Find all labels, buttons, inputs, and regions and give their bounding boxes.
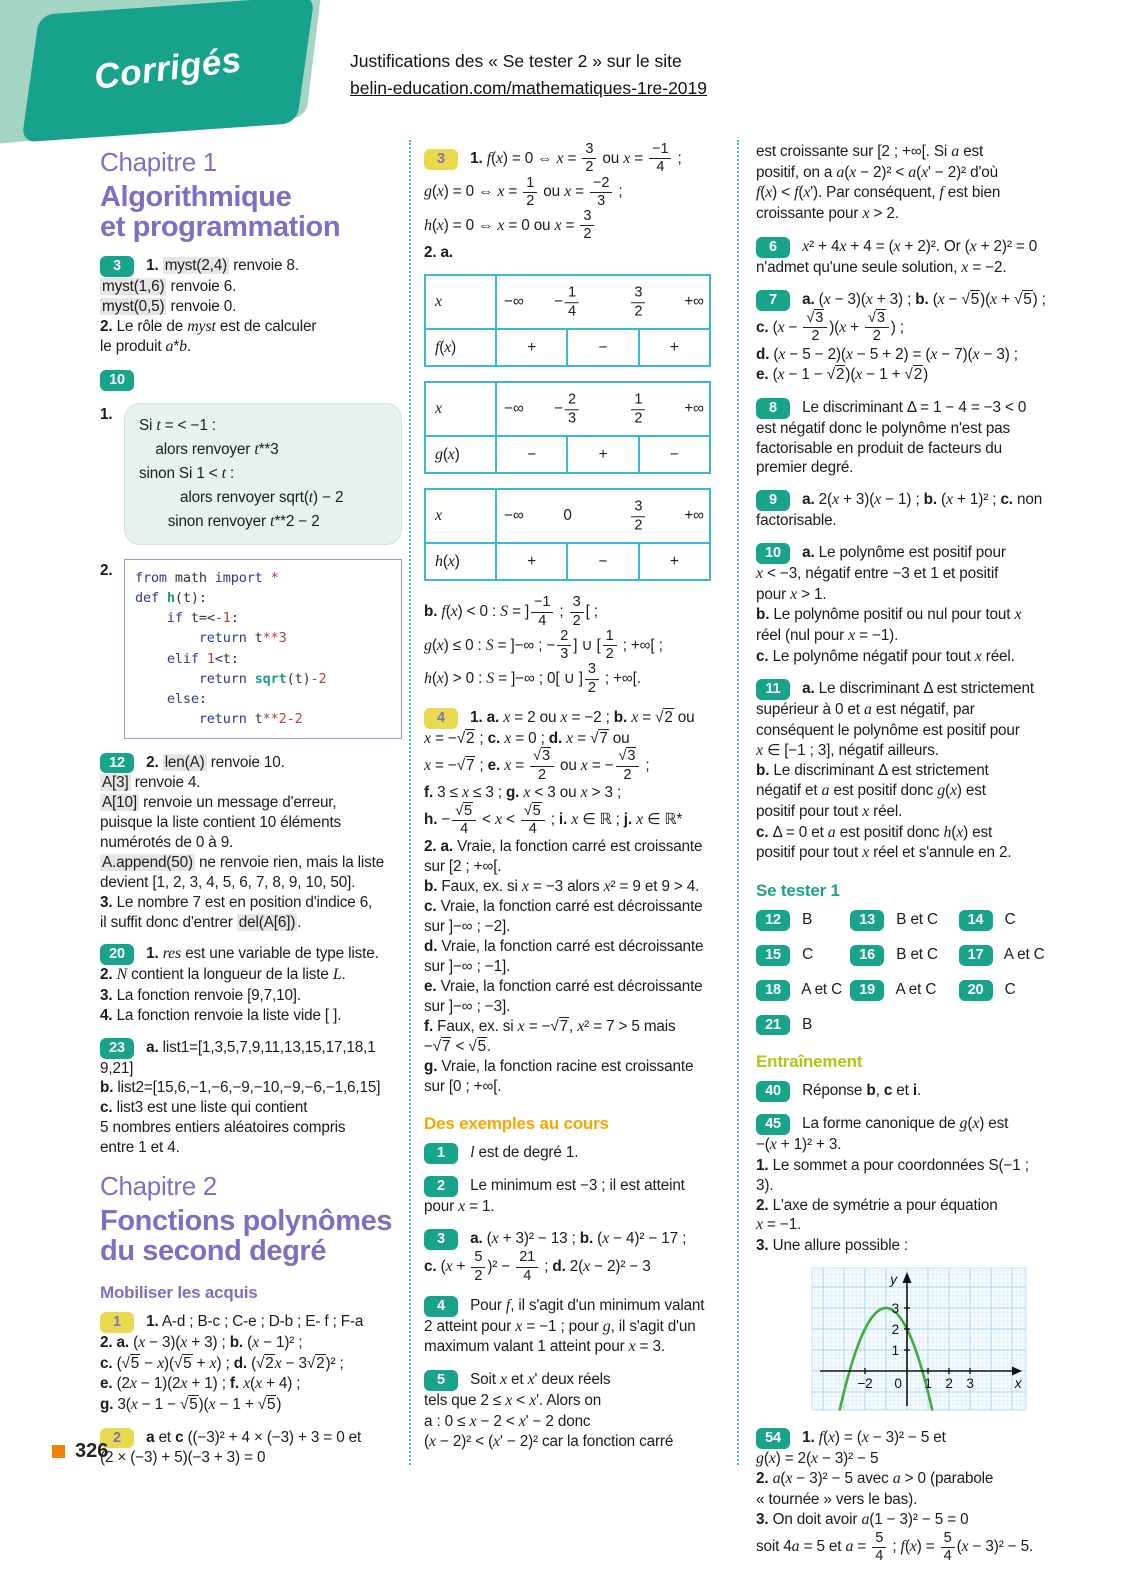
exercise-45-text: La forme canonique de g(x) est −(x + 1)² + 3. 1. Le sommet a pour coordonnées S(−1 ; 3). 2. L'axe de symétrie a pour équation x = −1. 3. Une allure possible : — [756, 1115, 1029, 1255]
exercise-badge: 40 — [756, 1081, 790, 1102]
exercise-badge: 7 — [756, 290, 790, 311]
exercise-2-mobiliser-text: a et c ((−3)² + 4 × (−3) + 3 = 0 et (2 × (−3) + 5)(−3 + 3) = 0 — [100, 1428, 362, 1467]
boundary-value: +∞ — [684, 293, 704, 311]
example-5-text: Soit x et x' deux réels tels que 2 ≤ x < x'. Alors on a : 0 ≤ x − 2 < x' − 2 donc (x − 2)² < (x' − 2)² car la fonction carré — [424, 1371, 674, 1451]
answer-item — [959, 945, 1048, 966]
exercise-badge: 6 — [756, 237, 790, 258]
exercise-23-ch1-text: a. list1=[1,3,5,7,9,11,13,15,17,18,1 9,21] b. list2=[15,6,−1,−6,−9,−10,−9,−6,−1,6,15] c. list3 est une liste qui contient 5 nombres entiers aléatoires compris entre 1 et 4. — [100, 1038, 381, 1157]
table-boundary-values — [497, 276, 709, 328]
example-5-continued: est croissante sur [2 ; +∞[. Si a est positif, on a a(x − 2)² < a(x' − 2)² d'où f(x) < f(x'). Par conséquent, f est bien croissante pour x > 2. — [756, 143, 1001, 223]
se-tester-answers — [756, 910, 1048, 1035]
example-4-text: Pour f, il s'agit d'un minimum valant 2 atteint pour x = −1 ; pour g, il s'agit d'un maximum valant 1 atteint pour x = 3. — [424, 1296, 705, 1356]
exercise-badge: 3 — [424, 149, 458, 170]
example-11-text: a. Le discriminant Δ est strictement supérieur à 0 et a est négatif, par conséquent le polynôme est positif pour x ∈ [−1 ; 3], négatif ailleurs. b. Le discriminant Δ est strictement négatif et a est positif donc g(x) est positif pour tout x réel. c. Δ = 0 et a est positif donc h(x) est positif pour tout x réel et s'annule en 2. — [756, 680, 1034, 862]
sign-table-2 — [424, 381, 711, 474]
svg-text:1: 1 — [891, 1343, 899, 1358]
sign-cell: − — [669, 445, 679, 463]
answer-badge: 16 — [850, 945, 884, 966]
exercise-3-mobiliser-text: 1. f(x) = 0 ⇔ x = $\frac{3}{2}$ ou x = $\frac{-1}{4}$ ; g(x) = 0 ⇔ x = $\frac{1}{2}$ ou x = $\frac{-2}{3}$ ; h(x) = 0 ⇔ x = 0 ou x = $\frac{3}{2}$ 2. a. — [424, 141, 682, 261]
table-var-label: x — [426, 276, 497, 328]
exercise-4-mobiliser — [424, 708, 718, 1097]
exercise-1-mobiliser — [100, 1312, 402, 1416]
answer-item — [850, 910, 958, 931]
exercise-badge: 20 — [100, 944, 134, 965]
table-var-label: x — [426, 383, 497, 435]
exercise-badge: 1 — [424, 1143, 458, 1164]
example-11 — [756, 679, 1048, 864]
exercise-20-ch1 — [100, 944, 402, 1025]
sign-table-3 — [424, 488, 711, 581]
example-1 — [424, 1143, 718, 1164]
boundary-value: − $\frac{1}{4}$ — [554, 286, 581, 320]
example-7-text: a. (x − 3)(x + 3) ; b. (x − √5)(x + √5) ; c. (x − $\frac{√3}{2}$ )(x + $\frac{√3}{2}$ ) ; d. (x − 5 − 2)(x − 5 + 2) = (x − 7)(x − 3) ; e. (x − 1 − √2)(x − 1 + √2) — [756, 291, 1046, 384]
solution-sets: b. f(x) < 0 : S = ] $\frac{-1}{4}$ ; $\frac{3}{2}$ [ ; g(x) ≤ 0 : S = ]−∞ ; − $\frac{2}{3}$ ] ∪ [ $\frac{1}{2}$ ; +∞[ ; h(x) > 0 : S = ]−∞ ; 0[ ∪ ] $\frac{3}{2}$ ; +∞[. — [424, 594, 663, 696]
column-2 — [424, 142, 718, 1465]
exercise-badge: 3 — [100, 256, 134, 277]
answer-item — [850, 945, 958, 966]
algorithm-box-wrap — [100, 403, 402, 545]
exercise-badge: 23 — [100, 1038, 134, 1059]
example-5 — [424, 1370, 718, 1453]
page-marker-icon — [52, 1445, 65, 1458]
svg-text:y: y — [890, 1271, 897, 1287]
answer-label: A et C — [801, 980, 843, 998]
example-2 — [424, 1176, 718, 1218]
exercise-badge: 4 — [424, 1296, 458, 1317]
exercise-45 — [756, 1114, 1048, 1256]
sign-cell: + — [669, 552, 679, 570]
item-number: 1. — [100, 405, 113, 423]
table-fn-label: h ( x ) — [426, 544, 497, 579]
exercise-12-ch1 — [100, 753, 402, 933]
answer-badge: 13 — [850, 910, 884, 931]
sign-cell: + — [669, 338, 679, 356]
example-10-text: a. Le polynôme est positif pour x < −3, négatif entre −3 et 1 et positif pour x > 1. b. Le polynôme positif ou nul pour tout x réel (nul pour x = −1). c. Le polynôme négatif pour tout x réel. — [756, 544, 1022, 665]
answer-item — [959, 910, 1048, 931]
answer-label: C — [1004, 980, 1016, 998]
exercise-40 — [756, 1081, 1048, 1102]
sign-cell: + — [568, 437, 639, 472]
exercise-54 — [756, 1428, 1048, 1564]
exercise-12-ch1-text: 2. len(A) renvoie 10. A[3] renvoie 4. A[10] renvoie un message d'erreur, puisque la liste contient 10 éléments numérotés de 0 à 9. A.append(50) ne renvoie rien, mais la liste devient [1, 2, 3, 4, 5, 6, 7, 8, 9, 10, 50]. 3. Le nombre 7 est en position d'indice 6, il suffit donc d'entrer del(A[6]) . — [100, 753, 385, 931]
answer-label: A et C — [1003, 945, 1045, 963]
exercise-23-ch1 — [100, 1038, 402, 1158]
exercise-badge: 12 — [100, 753, 134, 774]
example-8-text: Le discriminant Δ = 1 − 4 = −3 < 0 est négatif donc le polynôme n'est pas factorisable en produit de facteurs du premier degré. — [756, 398, 1027, 477]
table-var-label: x — [426, 490, 497, 542]
svg-text:3: 3 — [966, 1376, 974, 1391]
table-boundary-values — [497, 383, 709, 435]
exercise-10-ch1 — [100, 370, 402, 391]
boundary-value: − $\frac{2}{3}$ — [554, 393, 581, 427]
exercise-badge: 1 — [100, 1312, 134, 1333]
sign-cell: − — [497, 437, 568, 472]
answer-badge: 12 — [756, 910, 790, 931]
header-note-line1: Justifications des « Se tester 2 » sur le site — [350, 51, 682, 71]
answer-item — [850, 980, 958, 1001]
algorithm-box: Si t = < −1 : alors renvoyer t**3 sinon Si 1 < t : alors renvoyer sqrt(t) − 2 sinon renvoyer t**2 − 2 — [124, 403, 402, 545]
boundary-value: +∞ — [684, 400, 704, 418]
example-9 — [756, 490, 1048, 531]
exercise-badge: 2 — [100, 1428, 134, 1449]
exercise-badge: 10 — [756, 543, 790, 564]
sign-tables — [424, 274, 718, 581]
answer-badge: 20 — [959, 980, 993, 1001]
page-number: 326 — [75, 1440, 109, 1462]
svg-text:2: 2 — [945, 1376, 953, 1391]
example-10 — [756, 543, 1048, 667]
column-1 — [100, 142, 402, 1480]
section-entrainement: Entraînement — [756, 1052, 863, 1072]
exercise-badge: 11 — [756, 679, 790, 700]
answer-badge: 19 — [850, 980, 884, 1001]
column-separator-2 — [737, 140, 739, 1465]
exercise-badge: 10 — [100, 370, 134, 391]
site-url-link[interactable]: belin-education.com/mathematiques-1re-2019 — [350, 78, 708, 99]
section-exemples: Des exemples au cours — [424, 1114, 609, 1134]
exercise-badge: 2 — [424, 1176, 458, 1197]
example-6-text: x² + 4x + 4 = (x + 2)². Or (x + 2)² = 0 n'admet qu'une seule solution, x = −2. — [756, 237, 1038, 276]
boundary-value: −∞ — [504, 507, 524, 525]
exercise-1-mobiliser-text: 1. A-d ; B-c ; C-e ; D-b ; E- f ; F-a 2. a. (x − 3)(x + 3) ; b. (x − 1)² ; c. (√5 − x)(√5 + x) ; d. (√2x − 3√2)² ; e. (2x − 1)(2x + 1) ; f. x(x + 4) ; g. 3(x − 1 − √5)(x − 1 + √5) — [100, 1313, 364, 1413]
answer-label: B et C — [896, 945, 938, 963]
sign-cell: + — [497, 330, 568, 365]
example-1-text: l est de degré 1. — [470, 1144, 579, 1162]
boundary-value: +∞ — [684, 507, 704, 525]
example-8 — [756, 398, 1048, 478]
section-se-tester-1: Se tester 1 — [756, 880, 840, 900]
example-3 — [424, 1229, 718, 1283]
exercise-3-ch1-text: 1. myst(2,4) renvoie 8. myst(1,6) renvoie 6. myst(0,5) renvoie 0. 2. Le rôle de myst est de calculer le produit a*b. — [100, 257, 317, 356]
exercise-3-ch1 — [100, 256, 402, 358]
parabola-graph — [812, 1268, 1026, 1416]
exercise-54-text: 1. f(x) = (x − 3)² − 5 et g(x) = 2(x − 3)² − 5 2. a(x − 3)² − 5 avec a > 0 (parabole « tournée » vers le bas). 3. On doit avoir a(1 − 3)² − 5 = 0 soit 4a = 5 et a = $\frac{5}{4}$ ; f(x) = $\frac{5}{4}$ (x − 3)² − 5. — [756, 1428, 1034, 1564]
boundary-value: −∞ — [504, 400, 524, 418]
exercise-badge: 4 — [424, 708, 458, 729]
chapter-label: Chapitre 1 — [100, 147, 217, 177]
chapter-title: Algorithmique et programmation — [100, 180, 341, 243]
item-number: 2. — [100, 561, 113, 579]
answer-label: B — [802, 1015, 813, 1033]
chapter-title: Fonctions polynômes du second degré — [100, 1204, 393, 1267]
section-mobiliser: Mobiliser les acquis — [100, 1283, 258, 1303]
sign-cell: + — [497, 544, 568, 579]
answer-label: B — [802, 911, 813, 928]
exercise-badge: 5 — [424, 1370, 458, 1391]
boundary-value: −∞ — [504, 293, 524, 311]
sign-cell: − — [568, 544, 639, 579]
example-9-text: a. 2(x + 3)(x − 1) ; b. (x + 1)² ; c. non factorisable. — [756, 491, 1043, 530]
exercise-40-text: Réponse b, c et i. — [802, 1082, 922, 1100]
exercise-2-mobiliser — [100, 1428, 402, 1469]
table-fn-label: f ( x ) — [426, 330, 497, 365]
answer-item — [756, 1015, 850, 1036]
exercise-badge: 45 — [756, 1114, 790, 1135]
table-boundary-values — [497, 490, 709, 542]
chapter-2-heading — [100, 1170, 402, 1266]
table-fn-label: g ( x ) — [426, 437, 497, 472]
svg-text:−2: −2 — [857, 1376, 873, 1391]
example-7 — [756, 290, 1048, 386]
chapter-1-heading — [100, 146, 402, 242]
svg-text:0: 0 — [894, 1376, 902, 1391]
column-3 — [756, 142, 1048, 1576]
answer-badge: 15 — [756, 945, 790, 966]
svg-text:1: 1 — [924, 1376, 932, 1391]
example-6 — [756, 237, 1048, 279]
exercise-badge: 3 — [424, 1229, 458, 1250]
exercise-badge: 54 — [756, 1428, 790, 1449]
boundary-value: $\frac{1}{2}$ — [629, 393, 647, 427]
sign-table-1 — [424, 274, 711, 367]
exercise-badge: 9 — [756, 490, 790, 511]
exercise-20-ch1-text: 1. res est une variable de type liste. 2. N contient la longueur de la liste L. 3. La fonction renvoie [9,7,10]. 4. La fonction renvoie la liste vide [ ]. — [100, 945, 379, 1024]
answer-badge: 17 — [959, 945, 993, 966]
answer-badge: 18 — [756, 980, 790, 1001]
svg-text:2: 2 — [891, 1322, 899, 1337]
corriges-banner — [21, 0, 314, 142]
answer-item — [756, 980, 850, 1001]
header-note — [350, 48, 707, 102]
exercise-4-mobiliser-text: 1. a. x = 2 ou x = −2 ; b. x = √2 ou x = −√2 ; c. x = 0 ; d. x = √7 ou x = −√7 ; e. x = $\frac{√3}{2}$ ou x = − $\frac{√3}{2}$ ; f. 3 ≤ x ≤ 3 ; g. x < 3 ou x > 3 ; h. − $\frac{√5}{4}$ < x < $\frac{√5}{4}$ ; i. x ∈ ℝ ; j. x ∈ ℝ* 2. a. Vraie, la fonction carré est croissante sur [2 ; +∞[. b. Faux, ex. si x = −3 alors x² = 9 et 9 > 4. c. Vraie, la fonction carré est décroissante sur ]−∞ ; −2]. d. Vraie, la fonction carré est décroissante sur ]−∞ ; −1]. e. Vraie, la fonction carré est décroissante sur ]−∞ ; −3]. f. Faux, ex. si x = −√7, x² = 7 > 5 mais −√7 < √5. g. Vraie, la fonction racine est croissante sur [0 ; +∞[. — [424, 708, 704, 1096]
exercise-3-mobiliser — [424, 142, 718, 262]
page-footer — [52, 1440, 108, 1463]
answer-label: A et C — [895, 980, 937, 998]
boundary-value: $\frac{3}{2}$ — [629, 500, 647, 534]
answer-item — [756, 945, 850, 966]
answer-badge: 21 — [756, 1015, 790, 1036]
svg-text:x: x — [1014, 1375, 1022, 1391]
example-4 — [424, 1296, 718, 1358]
answer-label: C — [802, 945, 814, 963]
answer-item — [756, 910, 850, 931]
example-3-text: a. (x + 3)² − 13 ; b. (x − 4)² − 17 ; c. (x + $\frac{5}{2}$ )² − $\frac{21}{4}$ ; d. 2(x − 2)² − 3 — [424, 1230, 687, 1284]
chapter-label: Chapitre 2 — [100, 1170, 217, 1201]
column-separator-1 — [409, 140, 411, 1465]
python-code-block: from math import * def h(t): if t=<-1: return t**3 elif 1<t: return sqrt(t)-2 else: return t**2-2 — [124, 559, 402, 739]
answer-label: B et C — [896, 911, 938, 928]
sign-cell: − — [568, 330, 639, 365]
boundary-value: 0 — [563, 507, 572, 525]
exercise-badge: 8 — [756, 398, 790, 419]
example-2-text: Le minimum est −3 ; il est atteint pour x = 1. — [424, 1176, 685, 1215]
answer-item — [959, 980, 1048, 1001]
boundary-value: $\frac{3}{2}$ — [629, 286, 647, 320]
python-code-block-wrap — [100, 559, 402, 739]
answer-badge: 14 — [959, 910, 993, 931]
svg-text:3: 3 — [891, 1301, 899, 1316]
banner-title: Corrigés — [92, 40, 244, 97]
answer-label: C — [1004, 911, 1016, 928]
